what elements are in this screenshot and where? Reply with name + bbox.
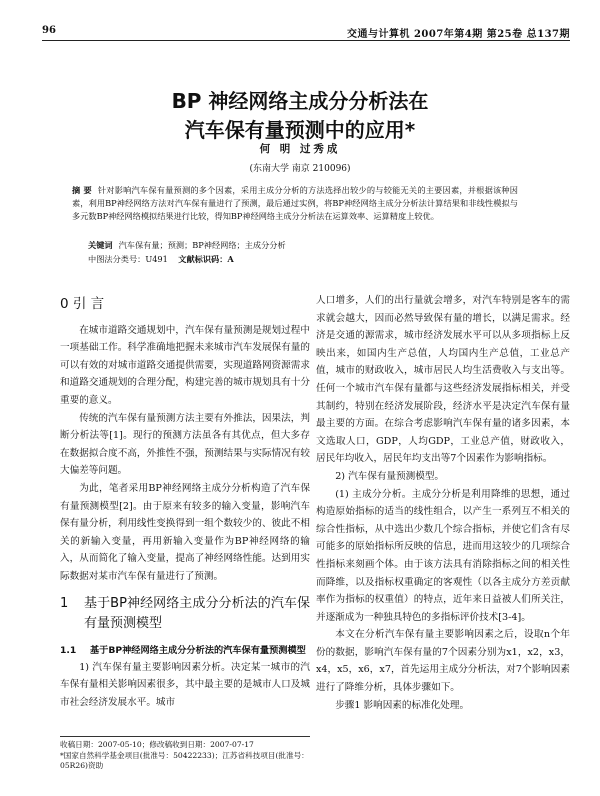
page-number: 96	[42, 25, 56, 36]
title-line-1: BP 神经网络主成分分析法在	[171, 89, 429, 113]
section-0-heading: 0 引 言	[60, 296, 105, 312]
paragraph: 2) 汽车保有量预测模型。	[335, 470, 445, 482]
paragraph: 本文在分析汽车保有量主要影响因素之后，设取n个年份的数据，影响汽车保有量的7个因素分别为x1，x2，x3，x4，x5，x6，x7，首先运用主成分分析法，对7个影响因素进行了降维分析，具体步骤如下。	[316, 629, 570, 694]
footnote	[60, 736, 310, 772]
keywords-label: 关键词	[88, 240, 113, 250]
journal-info: 交通与计算机 2007年第4期 第25卷 总137期	[346, 29, 570, 40]
footnote-received: 收稿日期：2007-05-10；修改稿收到日期：2007-07-17	[60, 740, 254, 749]
footnote-funding: *国家自然科学基金项目(批准号：50422233)；江苏省科技项目(批准号：05R26)资助	[60, 750, 309, 770]
running-header	[42, 22, 570, 41]
paragraph: (1) 主成分分析。主成分分析是利用降维的思想，通过构造原始指标的适当的线性组合，以产生一系列互不相关的综合性指标，从中选出少数几个综合指标，并使它们含有尽可能多的原始指标所反映的信息，进而用这较少的几项综合性指标来刻画个体。由于该方法具有消除指标之间的相关性而降维，以及指标权重确定的客观性（以各主成分方差贡献率作为指标的权重值）的特点，近年来日益被人们所关注，并逐渐成为一种独具特色的多指标评价技术[3-4]。	[316, 488, 570, 623]
classification	[88, 254, 240, 265]
authors: 何 明 过秀成	[259, 143, 341, 155]
abstract	[72, 184, 518, 224]
paragraph: 人口增多，人们的出行量就会增多，对汽车特别是客车的需求就会越大，因而必然导致保有量的增长，以满足需求。经济是交通的源需求，城市经济发展水平可以从多项指标上反映出来，如国内生产总值，人均国内生产总值，工业总产值，城市的财政收入，城市居民人均生活费收入与支出等。任何一个城市汽车保有量都与这些经济发展指标相关，并受其制约，特别在经济发展阶段，经济水平是决定汽车保有量最主要的方面。在综合考虑影响汽车保有量的诸多因素，本文选取人口，GDP，人均GDP，工业总产值，财政收入，居民年均收入，居民年均支出等7个因素作为影响指标。	[316, 295, 570, 465]
subsection-1-1-number: 1.1	[60, 644, 77, 656]
subsection-1-1-title: 基于BP神经网络主成分分析法的汽车保有量预测模型	[90, 644, 306, 656]
right-column	[316, 292, 570, 714]
section-1-title: 基于BP神经网络主成分分析法的汽车保有量预测模型	[84, 595, 310, 631]
subsection-1-1-heading	[60, 642, 310, 659]
section-1-heading	[60, 594, 310, 634]
paragraph: 在城市道路交通规划中，汽车保有量预测是规划过程中一项基础工作。科学准确地把握未来城市汽车发展保有量的可以有效的对城市道路交通提供需要，实现道路网资源需求和道路交通规划的合理分配，构建完善的城市规划具有十分重要的意义。	[60, 324, 310, 406]
keywords-text: 汽车保有量；预测；BP神经网络；主成分分析	[118, 240, 286, 250]
left-column	[60, 292, 310, 711]
paragraph: 1) 汽车保有量主要影响因素分析。决定某一城市的汽车保有量相关影响因素很多，其中最主要的是城市人口及城市社会经济发展水平。城市	[60, 661, 310, 708]
paragraph: 为此，笔者采用BP神经网络主成分分析构造了汽车保有量预测模型[2]。由于原来有较多的输入变量，影响汽车保有量分析，利用线性变换得到一组个数较少的、彼此不相关的新输入变量，再用新输入变量作为BP神经网络的输入，从而简化了输入变量，提高了神经网络性能。达到用实际数据对某市汽车保有量进行了预测。	[60, 482, 310, 582]
document-code: 文献标识码：A	[178, 254, 234, 264]
classification-code: 中图法分类号：U491	[88, 254, 168, 264]
abstract-label: 摘 要	[72, 185, 92, 195]
abstract-text: 针对影响汽车保有量预测的多个因素，采用主成分分析的方法选择出较少的与较能无关的主要因素，并根据该种因素，利用BP神经网络方法对汽车保有量进行了预测，最后通过实例，将BP神经网络主成分分析法计算结果和非线性模拟与多元数BP神经网络模拟结果进行比较，得知BP神经网络主成分分析法在运算效率、运算精度上较优。	[72, 185, 518, 222]
paragraph: 步骤1 影响因素的标准化处理。	[335, 699, 470, 711]
paragraph: 传统的汽车保有量预测方法主要有外推法，因果法，判断分析法等[1]。现行的预测方法虽各有其优点，但大多存在数据拟合度不高，外推性不强，预测结果与实际情况有较大偏差等问题。	[60, 412, 310, 477]
title-line-2: 汽车保有量预测中的应用*	[184, 118, 416, 142]
section-1-number: 1	[60, 595, 69, 611]
keywords	[88, 240, 286, 251]
affiliation: (东南大学 南京 210096)	[249, 164, 351, 174]
